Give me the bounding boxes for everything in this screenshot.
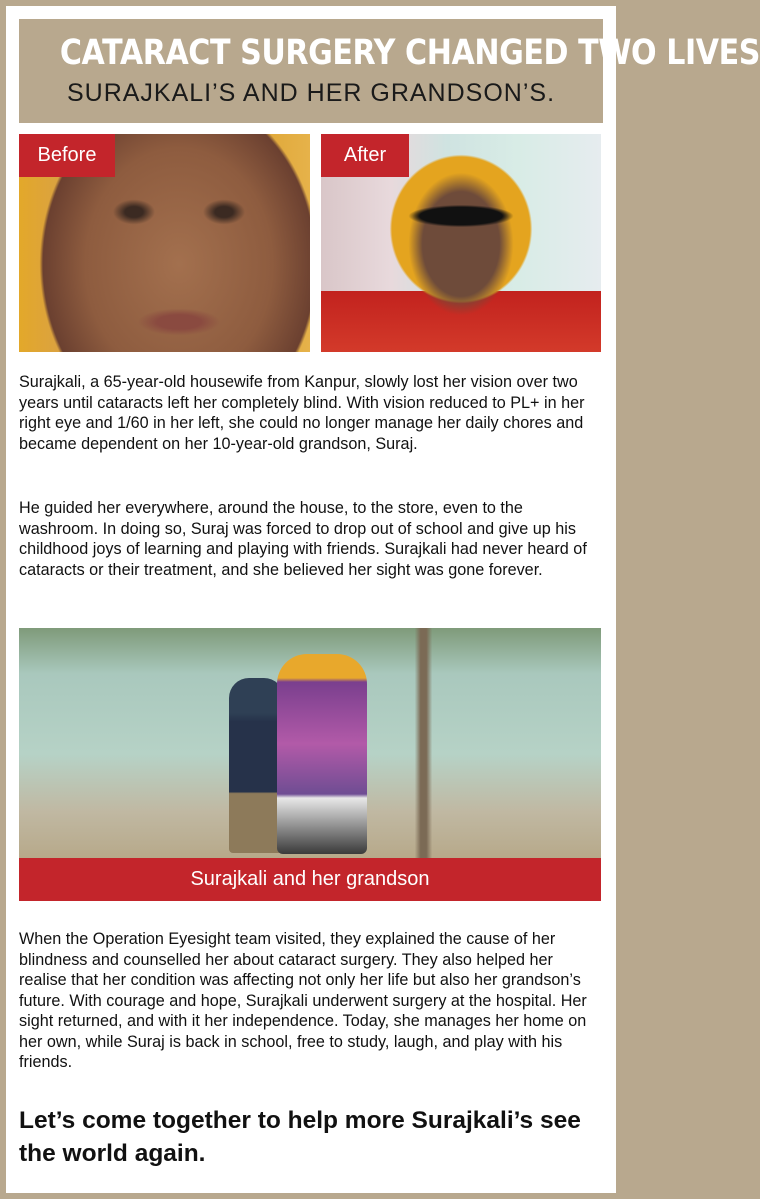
story-paragraph-1: Surajkali, a 65-year-old housewife from Kanpur, slowly lost her vision over two years until cataracts left her completely blind. With vision reduced to PL+ in her right eye and 1/60 in her left, she could no longer manage her daily chores and became dependent on her 10-year-old grandson, Suraj. (19, 373, 585, 453)
page-title: CATARACT SURGERY CHANGED TWO LIVES (59, 33, 760, 73)
photo-caption: Surajkali and her grandson (19, 858, 601, 901)
story-paragraph-2: He guided her everywhere, around the house, to the store, even to the washroom. In doing so, Suraj was forced to drop out of school and give up his childhood joys of learning and playing with friends. Surajkali had never heard of cataracts or their treatment, and she believed her sight was gone forever. (19, 499, 587, 579)
after-label: After (321, 134, 409, 177)
title-banner (19, 19, 760, 123)
story-paragraph-3: When the Operation Eyesight team visited, they explained the cause of her blindness and counselled her about cataract surgery. They also helped her realise that her condition was affecting not only her life but also her grandson’s future. With courage and hope, Surajkali underwent surgery at the hospital. Her sight returned, and with it her independence. Today, she manages her home on her own, while Suraj is back in school, free to study, laugh, and play with his friends. (19, 930, 587, 1071)
before-photo (19, 134, 310, 352)
grandson-figure (229, 678, 284, 853)
after-photo (321, 134, 601, 352)
surajkali-figure (277, 654, 367, 854)
before-label: Before (19, 134, 115, 177)
call-to-action: Let’s come together to help more Surajkali’s see the world again. (19, 1107, 581, 1167)
page-subtitle: SURAJKALI’S AND HER GRANDSON’S. (66, 79, 556, 107)
surajkali-grandson-photo (19, 628, 601, 858)
